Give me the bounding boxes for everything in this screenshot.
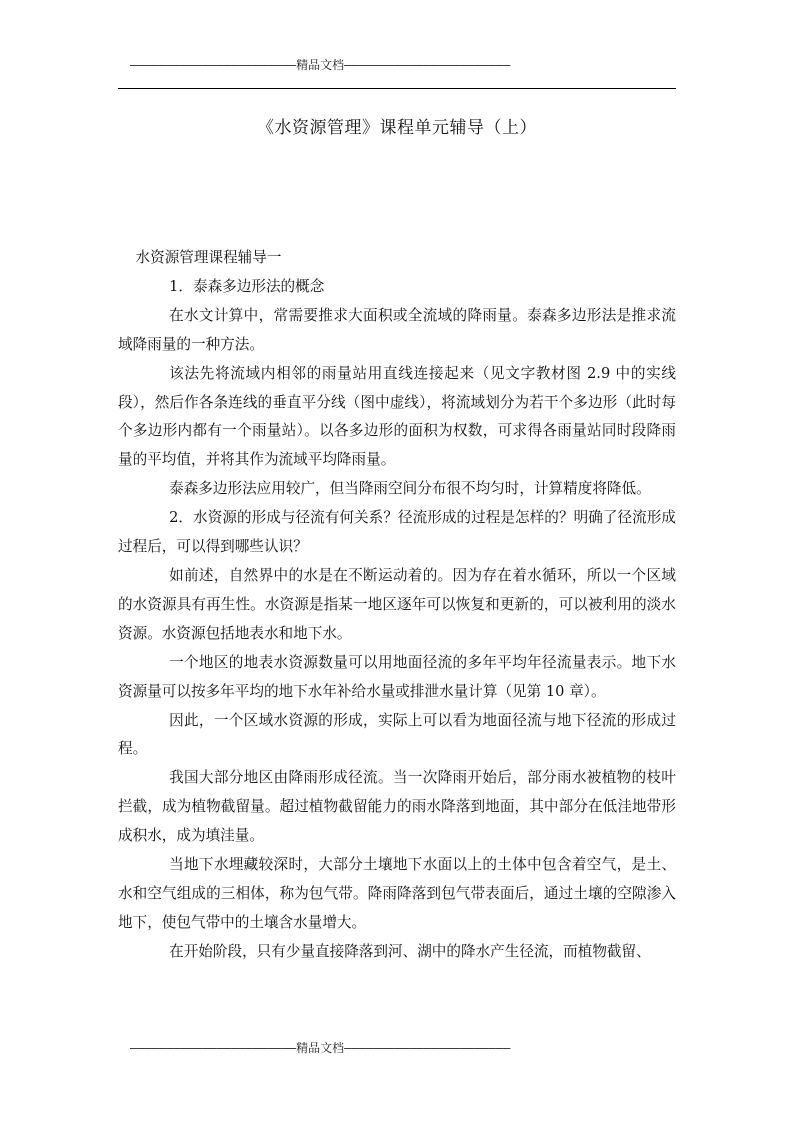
paragraph: 当地下水埋藏较深时，大部分土壤地下水面以上的土体中包含着空气，是土、水和空气组成的三相体，称为包气带。降雨降落到包气带表面后，通过土壤的空隙渗入地下，使包气带中的土壤含水量增大。 xyxy=(118,856,676,931)
paragraph: 该法先将流域内相邻的雨量站用直线连接起来（见文字教材图 2.9 中的实线段），然后作各条连线的垂直平分线（图中虚线），将流域划分为若干个多边形（此时每个多边形内都有一个雨量站）。以各多边形的面积为权数，可求得各雨量站同时段降雨量的平均值，并将其作为流域平均降雨量。 xyxy=(118,364,676,469)
paragraph: 我国大部分地区由降雨形成径流。当一次降雨开始后，部分雨水被植物的枝叶拦截，成为植物截留量。超过植物截留能力的雨水降落到地面，其中部分在低洼地带形成积水，成为填洼量。 xyxy=(118,769,676,845)
paragraph-item-heading: 2．水资源的形成与径流有何关系？径流形成的过程是怎样的？明确了径流形成过程后，可以得到哪些认识？ xyxy=(118,509,676,556)
section-heading: 水资源管理课程辅导一 xyxy=(135,249,282,266)
document-body xyxy=(118,244,676,967)
paragraph: 一个地区的地表水资源数量可以用地面径流的多年平均年径流量表示。地下水资源量可以按多年平均的地下水年补给水量或排泄水量计算（见第 10 章）。 xyxy=(118,653,676,700)
document-title: 《水资源管理》课程单元辅导（上） xyxy=(257,118,537,138)
paragraph: 在开始阶段，只有少量直接降落到河、湖中的降水产生径流，而植物截留、 xyxy=(169,942,651,960)
page-footer: ———————————————————————精品文档——————————————————————— xyxy=(130,1041,511,1055)
paragraph: 因此，一个区域水资源的形成，实际上可以看为地面径流与地下径流的形成过程。 xyxy=(118,711,676,758)
page-header: ———————————————————————精品文档——————————————————————— xyxy=(130,58,511,72)
paragraph: 如前述，自然界中的水是在不断运动着的。因为存在着水循环，所以一个区域的水资源具有再生性。水资源是指某一地区逐年可以恢复和更新的，可以被利用的淡水资源。水资源包括地表水和地下水。 xyxy=(118,566,676,642)
header-divider xyxy=(118,88,676,89)
paragraph-item-heading: 1．泰森多边形法的概念 xyxy=(169,277,325,295)
paragraph: 在水文计算中，常需要推求大面积或全流域的降雨量。泰森多边形法是推求流域降雨量的一种方法。 xyxy=(118,306,676,353)
paragraph: 泰森多边形法应用较广，但当降雨空间分布很不均匀时，计算精度将降低。 xyxy=(169,480,651,498)
